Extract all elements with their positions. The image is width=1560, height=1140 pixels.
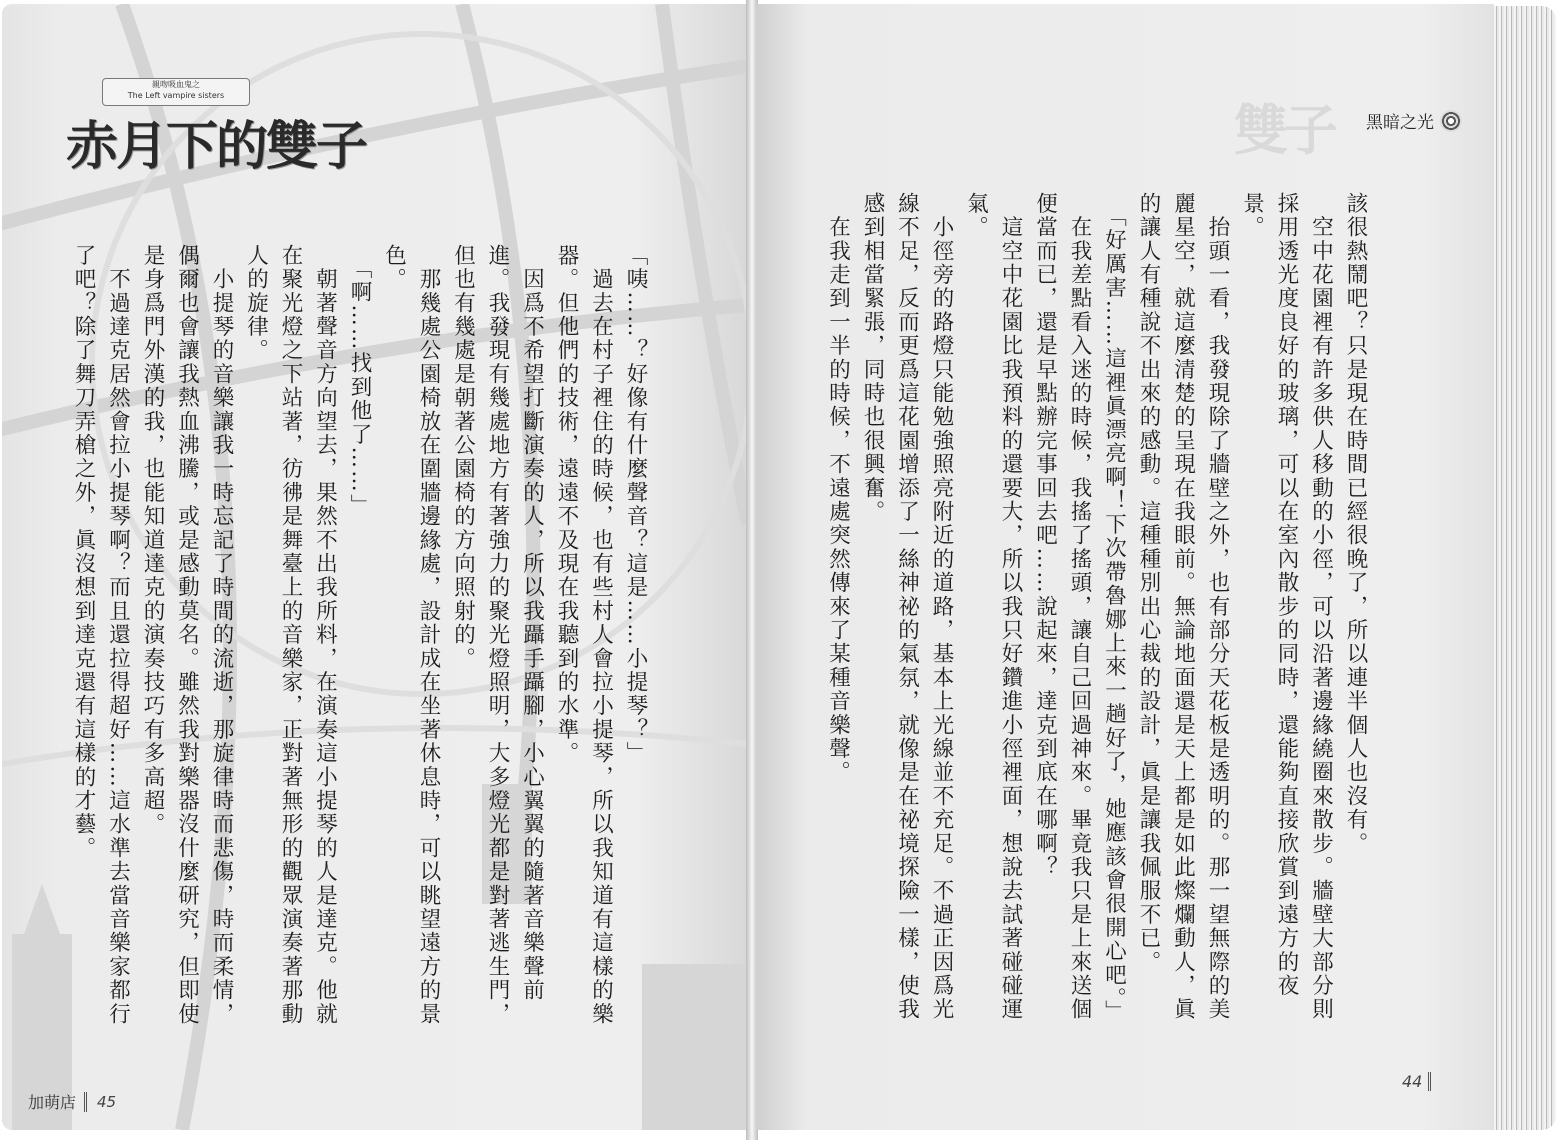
footer-label: 加萌店 [28,1093,77,1112]
series-logo [62,78,367,188]
series-subtitle-en: The Left vampire sisters [127,91,225,100]
right-page-number: 44 [1396,1072,1431,1091]
left-page [2,4,748,1130]
series-title: 赤月下的雙子 [66,116,367,177]
right-page [756,4,1494,1130]
right-page-body: 該很熱鬧吧？只是現在時間已經很晚了，所以連半個人也沒有。 空中花園裡有許多供人移動的小徑，可以沿著邊緣繞圈來散步。牆壁大部分則採用透光度良好的玻璃，可以在室內散步的同時，還能夠直接欣賞到遠方的夜景。 抬頭一看，我發現除了牆壁之外，也有部分天花板是透明的。那一望無際的美麗星空，就這麼清楚的呈現在我眼前。無論地面還是天上都是如此燦爛動人，眞的讓人有種說不出來的感動。這種種別出心裁的設計，眞是讓我佩服不已。 「好厲害……這裡眞漂亮啊！下次帶魯娜上來一趟好了，她應該會很開心吧。」 在我差點看入迷的時候，我搖了搖頭，讓自己回過神來。畢竟我只是上來送個便當而已，還是早點辦完事回去吧……說起來，達克到底在哪啊？ 這空中花園比我預料的還要大，所以我只好鑽進小徑裡面，想說去試著碰碰運氣。 小徑旁的路燈只能勉強照亮附近的道路，基本上光線並不充足。不過正因爲光線不足，反而更爲這花園增添了一絲神祕的氣氛，就像是在祕境探險一樣，使我感到相當緊張，同時也很興奮。 在我走到一半的時候，不遠處突然傳來了某種音樂聲。 [825,192,1368,1024]
left-page-number: 45 [84,1092,122,1112]
series-ribbon [102,78,250,106]
chapter-header [1366,108,1462,133]
page-edges [1494,6,1556,1130]
ghost-series-watermark: 雙子 [1234,98,1334,162]
chapter-title: 黑暗之光 [1366,113,1434,133]
series-subtitle-cn: 親吻吸血鬼之 [152,80,200,89]
sun-emblem-icon [1440,110,1462,132]
left-footer [28,1090,122,1113]
left-page-body: 「咦……？好像有什麼聲音？這是……小提琴？」 過去在村子裡住的時候，也有些村人會拉小提琴，所以我知道有這樣的樂器。但他們的技術，遠遠不及現在我聽到的水準。 因爲不希望打斷演奏的人，所以我躡手躡腳，小心翼翼的隨著音樂聲前進。我發現有幾處地方有著強力的聚光燈照明，大多燈光都是對著逃生門，但也有幾處是朝著公園椅的方向照射的。 那幾處公園椅放在圍牆邊緣處，設計成在坐著休息時，可以眺望遠方的景色。 「啊……找到他了……」 朝著聲音方向望去，果然不出我所料，在演奏這小提琴的人是達克。他就在聚光燈之下站著，彷彿是舞臺上的音樂家，正對著無形的觀眾演奏著那動人的旋律。 小提琴的音樂讓我一時忘記了時間的流逝，那旋律時而悲傷，時而柔情，偶爾也會讓我熱血沸騰，或是感動莫名。雖然我對樂器沒什麼研究，但即使是身爲門外漢的我，也能知道達克的演奏技巧有多高超。 不過達克居然會拉小提琴啊？而且還拉得超好……這水準去當音樂家都行了吧？除了舞刀弄槍之外，眞沒想到達克還有這樣的才藝。 [71,244,648,1027]
